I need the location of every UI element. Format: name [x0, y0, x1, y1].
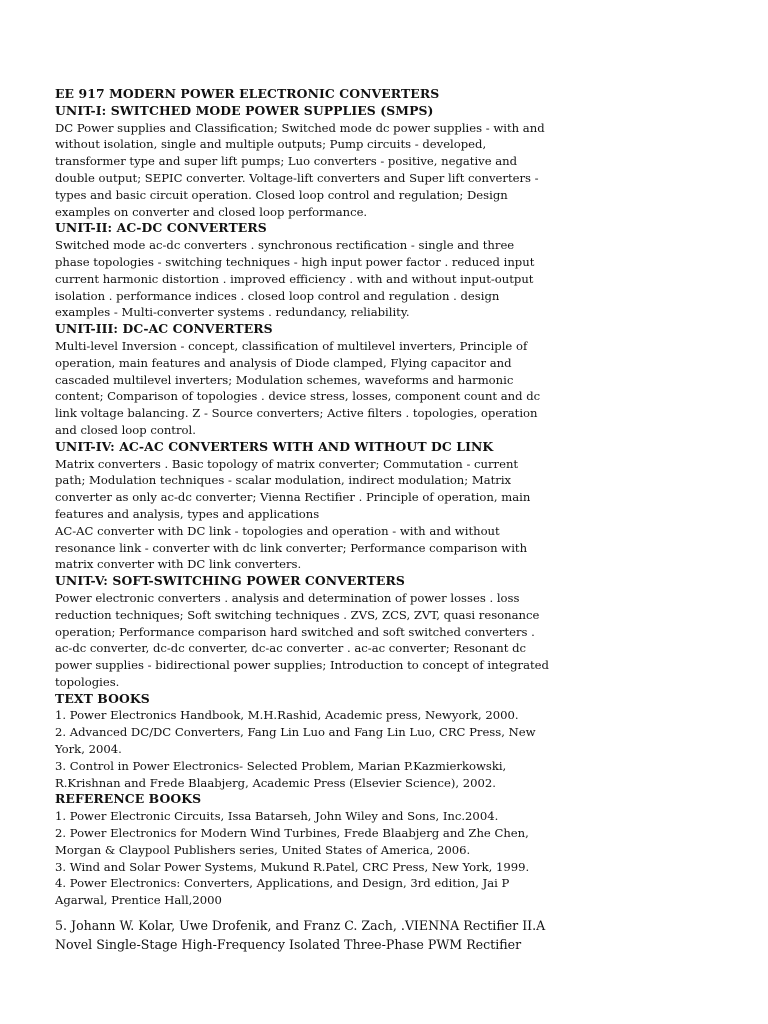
reference-entry: [55, 875, 585, 909]
unit-5-heading: UNIT-V: SOFT-SWITCHING POWER CONVERTERS: [55, 573, 405, 589]
reference-entry-final: [55, 916, 585, 954]
text-line: R.Krishnan and Frede Blaabjerg, Academic Press (Elsevier Science), 2002.: [55, 775, 496, 790]
text-line: isolation . performance indices . closed loop control and regulation . design: [55, 288, 500, 303]
text-line: path; Modulation techniques - scalar modulation, indirect modulation; Matrix: [55, 473, 512, 488]
text-book-entry: [55, 758, 585, 792]
unit-2-paragraph: [55, 237, 585, 321]
text-line: Agarwal, Prentice Hall,2000: [55, 893, 222, 908]
unit-1-heading: UNIT-I: SWITCHED MODE POWER SUPPLIES (SMPS): [55, 102, 434, 118]
text-line: 5. Johann W. Kolar, Uwe Drofenik, and Franz C. Zach, .VIENNA Rectifier II.A: [55, 918, 546, 934]
text-line: double output; SEPIC converter. Voltage-lift converters and Super lift converters -: [55, 170, 539, 185]
text-line: Power electronic converters . analysis and determination of power losses . loss: [55, 590, 520, 605]
text-line: 3. Control in Power Electronics- Selected Problem, Marian P.Kazmierkowski,: [55, 758, 507, 773]
text-line: and closed loop control.: [55, 422, 196, 437]
reference-books-heading: REFERENCE BOOKS: [55, 791, 202, 807]
text-line: link voltage balancing. Z - Source converters; Active filters . topologies, operation: [55, 406, 538, 421]
text-line: content; Comparison of topologies . device stress, losses, component count and dc: [55, 389, 541, 404]
text-line: power supplies - bidirectional power supplies; Introduction to concept of integrated: [55, 658, 549, 673]
unit-5-paragraph: [55, 590, 585, 691]
unit-4-heading: UNIT-IV: AC-AC CONVERTERS WITH AND WITHOUT DC LINK: [55, 438, 494, 454]
text-line: cascaded multilevel inverters; Modulation schemes, waveforms and harmonic: [55, 372, 514, 387]
document-page: [55, 86, 585, 954]
text-book-entry: [55, 707, 585, 724]
text-line: current harmonic distortion . improved efficiency . with and without input-output: [55, 271, 534, 286]
unit-4-paragraph-2: [55, 523, 585, 573]
text-line: operation, main features and analysis of Diode clamped, Flying capacitor and: [55, 355, 512, 370]
text-line: 3. Wind and Solar Power Systems, Mukund R.Patel, CRC Press, New York, 1999.: [55, 859, 530, 874]
document-title: EE 917 MODERN POWER ELECTRONIC CONVERTERS: [55, 86, 440, 101]
text-line: AC-AC converter with DC link - topologies and operation - with and without: [55, 523, 500, 538]
text-line: matrix converter with DC link converters.: [55, 557, 302, 572]
text-line: 4. Power Electronics: Converters, Applications, and Design, 3rd edition, Jai P: [55, 876, 510, 891]
text-line: 1. Power Electronics Handbook, M.H.Rashid, Academic press, Newyork, 2000.: [55, 708, 519, 723]
text-line: 2. Advanced DC/DC Converters, Fang Lin Luo and Fang Lin Luo, CRC Press, New: [55, 725, 536, 740]
text-line: examples on converter and closed loop performance.: [55, 204, 368, 219]
text-line: ac-dc converter, dc-dc converter, dc-ac converter . ac-ac converter; Resonant dc: [55, 641, 526, 656]
text-line: reduction techniques; Soft switching techniques . ZVS, ZCS, ZVT, quasi resonance: [55, 607, 540, 622]
text-line: without isolation, single and multiple outputs; Pump circuits - developed,: [55, 137, 487, 152]
text-line: examples - Multi-converter systems . redundancy, reliability.: [55, 305, 410, 320]
text-line: DC Power supplies and Classification; Switched mode dc power supplies - with and: [55, 120, 545, 135]
text-line: features and analysis, types and applications: [55, 506, 320, 521]
text-line: Multi-level Inversion - concept, classification of multilevel inverters, Principle of: [55, 338, 528, 353]
text-line: resonance link - converter with dc link converter; Performance comparison with: [55, 540, 528, 555]
text-line: Matrix converters . Basic topology of matrix converter; Commutation - current: [55, 456, 519, 471]
text-line: transformer type and super lift pumps; Luo converters - positive, negative and: [55, 154, 518, 169]
unit-3-paragraph: [55, 338, 585, 439]
text-line: 1. Power Electronic Circuits, Issa Batarseh, John Wiley and Sons, Inc.2004.: [55, 809, 499, 824]
reference-entry: [55, 859, 585, 876]
text-line: types and basic circuit operation. Closed loop control and regulation; Design: [55, 187, 508, 202]
unit-3-heading: UNIT-III: DC-AC CONVERTERS: [55, 321, 273, 337]
unit-1-paragraph: [55, 120, 585, 221]
text-book-entry: [55, 724, 585, 758]
text-line: topologies.: [55, 674, 120, 689]
text-line: phase topologies - switching techniques - high input power factor . reduced input: [55, 254, 535, 269]
text-line: operation; Performance comparison hard switched and soft switched converters .: [55, 624, 535, 639]
reference-entry: [55, 808, 585, 825]
text-line: Morgan & Claypool Publishers series, United States of America, 2006.: [55, 842, 471, 857]
unit-2-heading: UNIT-II: AC-DC CONVERTERS: [55, 220, 267, 236]
reference-entry: [55, 825, 585, 859]
text-line: York, 2004.: [55, 742, 122, 757]
unit-4-paragraph: [55, 456, 585, 523]
text-line: Novel Single-Stage High-Frequency Isolated Three-Phase PWM Rectifier: [55, 937, 522, 953]
text-line: 2. Power Electronics for Modern Wind Turbines, Frede Blaabjerg and Zhe Chen,: [55, 826, 529, 841]
text-line: Switched mode ac-dc converters . synchronous rectification - single and three: [55, 238, 515, 253]
text-books-heading: TEXT BOOKS: [55, 690, 150, 706]
text-line: converter as only ac-dc converter; Vienna Rectifier . Principle of operation, main: [55, 490, 531, 505]
